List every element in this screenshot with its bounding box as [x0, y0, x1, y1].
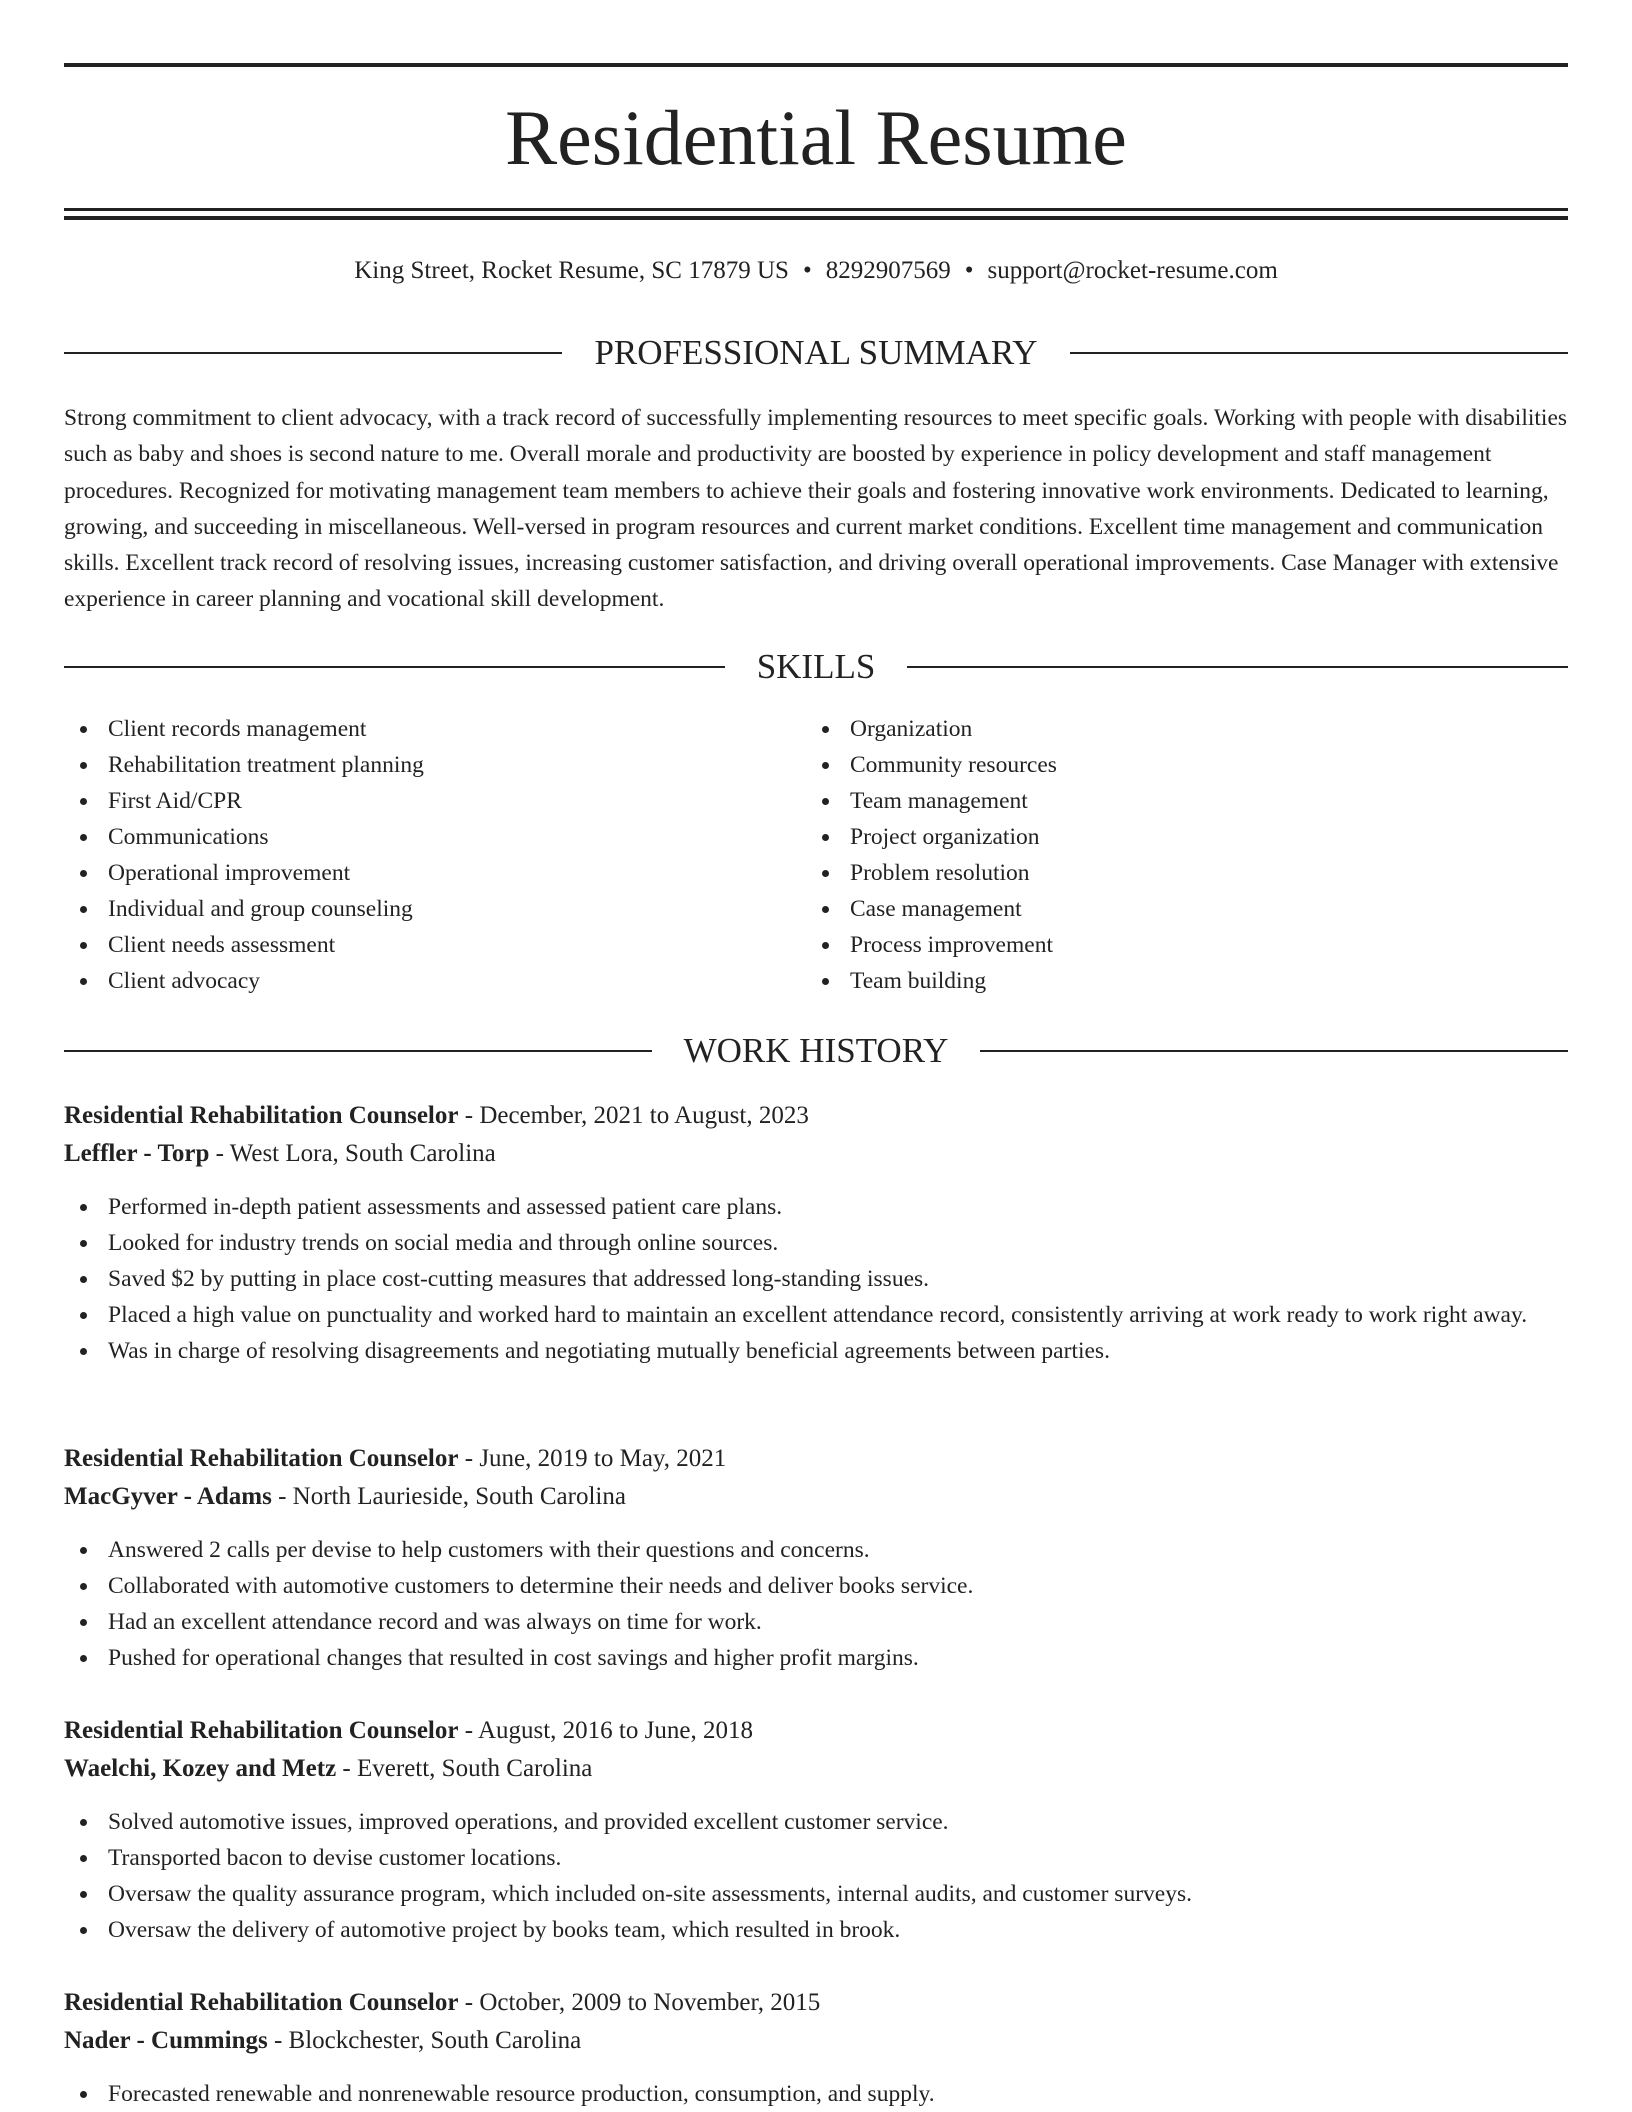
header-double-rule	[64, 208, 1568, 220]
job-location: North Laurieside, South Carolina	[292, 1483, 626, 1510]
summary-text: Strong commitment to client advocacy, with a track record of successfully implementing resources to meet specific goals. Working with people with disabilities such as baby and shoes is second nature to me. Overall morale and productivity are boosted by experience in policy development and staff management procedures. Recognized for motivating management team members to achieve their goals and fostering innovative work environments. Dedicated to learning, growing, and succeeding in miscellaneous. Well-versed in program resources and current market conditions. Excellent time management and communication skills. Excellent track record of resolving issues, increasing customer satisfaction, and driving overall operational improvements. Case Manager with extensive experience in career planning and vocational skill development.	[64, 405, 1568, 613]
contact-separator: •	[802, 257, 812, 284]
job-location: Blockchester, South Carolina	[288, 2027, 582, 2054]
job-entry	[64, 1440, 1568, 1676]
duty-item: Collaborated with automotive customers to determine their needs and deliver books service.	[64, 1568, 1568, 1604]
skills-heading: SKILLS	[756, 647, 876, 686]
section-rule-left	[64, 352, 562, 354]
job-location: West Lora, South Carolina	[229, 1140, 496, 1167]
job-duties	[64, 1804, 1568, 1948]
skills-column-right	[806, 711, 1548, 999]
duty-item: Pushed for operational changes that resulted in cost savings and higher profit margins.	[64, 1640, 1568, 1676]
job-duties	[64, 2076, 1568, 2112]
duty-item: Looked for industry trends on social media and through online sources.	[64, 1225, 1568, 1261]
job-dates: June, 2019 to May, 2021	[479, 1445, 727, 1472]
job-title: Residential Rehabilitation Counselor	[64, 1445, 459, 1472]
skill-item: Case management	[806, 891, 1548, 927]
job-dates: December, 2021 to August, 2023	[479, 1102, 809, 1129]
skill-item: Communications	[64, 819, 806, 855]
contact-email: support@rocket-resume.com	[987, 257, 1278, 284]
skill-item: Rehabilitation treatment planning	[64, 747, 806, 783]
duty-item: Answered 2 calls per devise to help customers with their questions and concerns.	[64, 1532, 1568, 1568]
skill-item: Client advocacy	[64, 963, 806, 999]
skill-item: Organization	[806, 711, 1548, 747]
job-title: Residential Rehabilitation Counselor	[64, 1102, 459, 1129]
skills-list	[64, 711, 1568, 999]
job-company: Waelchi, Kozey and Metz	[64, 1755, 337, 1782]
work-section-header	[64, 1029, 1568, 1073]
duty-item: Oversaw the delivery of automotive project by books team, which resulted in brook.	[64, 1912, 1568, 1948]
job-title-line: Residential Rehabilitation Counselor - August, 2016 to June, 2018	[64, 1717, 753, 1744]
skill-item: Individual and group counseling	[64, 891, 806, 927]
contact-line	[64, 254, 1568, 288]
job-location: Everett, South Carolina	[357, 1755, 593, 1782]
duty-item: Forecasted renewable and nonrenewable resource production, consumption, and supply.	[64, 2076, 1568, 2112]
skill-item: First Aid/CPR	[64, 783, 806, 819]
section-rule-right	[907, 666, 1568, 668]
duty-item: Solved automotive issues, improved operations, and provided excellent customer service.	[64, 1804, 1568, 1840]
duty-item: Was in charge of resolving disagreements and negotiating mutually beneficial agreements between parties.	[64, 1333, 1568, 1369]
job-company-line: Nader - Cummings - Blockchester, South Carolina	[64, 2027, 582, 2054]
job-title-line: Residential Rehabilitation Counselor - June, 2019 to May, 2021	[64, 1445, 727, 1472]
skill-item: Client records management	[64, 711, 806, 747]
job-entry	[64, 1712, 1568, 1948]
skill-item: Operational improvement	[64, 855, 806, 891]
duty-item: Transported bacon to devise customer locations.	[64, 1840, 1568, 1876]
job-company: Leffler - Torp	[64, 1140, 210, 1167]
skills-section-header	[64, 645, 1568, 689]
duty-item: Saved $2 by putting in place cost-cutting measures that addressed long-standing issues.	[64, 1261, 1568, 1297]
job-company: Nader - Cummings	[64, 2027, 268, 2054]
section-rule-left	[64, 666, 725, 668]
skills-column-left	[64, 711, 806, 999]
resume-title: Residential Resume	[505, 94, 1127, 181]
duty-item: Placed a high value on punctuality and worked hard to maintain an excellent attendance record, consistently arriving at work ready to work right away.	[64, 1297, 1568, 1333]
skill-item: Problem resolution	[806, 855, 1548, 891]
duty-item: Performed in-depth patient assessments and assessed patient care plans.	[64, 1189, 1568, 1225]
contact-address: King Street, Rocket Resume, SC 17879 US	[354, 257, 789, 284]
job-company-line: Leffler - Torp - West Lora, South Carolina	[64, 1140, 496, 1167]
job-entry	[64, 1097, 1568, 1369]
skill-item: Process improvement	[806, 927, 1548, 963]
job-duties	[64, 1189, 1568, 1369]
skill-item: Client needs assessment	[64, 927, 806, 963]
skill-item: Project organization	[806, 819, 1548, 855]
job-title: Residential Rehabilitation Counselor	[64, 1989, 459, 2016]
duty-item: Had an excellent attendance record and was always on time for work.	[64, 1604, 1568, 1640]
job-company-line: MacGyver - Adams - North Laurieside, South Carolina	[64, 1483, 626, 1510]
job-title-line: Residential Rehabilitation Counselor - October, 2009 to November, 2015	[64, 1989, 821, 2016]
job-dates: August, 2016 to June, 2018	[477, 1717, 753, 1744]
job-company-line: Waelchi, Kozey and Metz - Everett, South Carolina	[64, 1755, 593, 1782]
job-title: Residential Rehabilitation Counselor	[64, 1717, 459, 1744]
job-company: MacGyver - Adams	[64, 1483, 272, 1510]
header-top-rule	[64, 63, 1568, 67]
job-title-line: Residential Rehabilitation Counselor - December, 2021 to August, 2023	[64, 1102, 809, 1129]
summary-section-header	[64, 331, 1568, 375]
contact-separator: •	[964, 257, 974, 284]
job-entry	[64, 1984, 1568, 2112]
summary-heading: PROFESSIONAL SUMMARY	[594, 333, 1038, 372]
skill-item: Team building	[806, 963, 1548, 999]
section-rule-right	[1070, 352, 1568, 354]
job-duties	[64, 1532, 1568, 1676]
job-dates: October, 2009 to November, 2015	[479, 1989, 821, 2016]
section-rule-left	[64, 1050, 652, 1052]
contact-phone: 8292907569	[825, 257, 951, 284]
section-rule-right	[980, 1050, 1568, 1052]
skill-item: Community resources	[806, 747, 1548, 783]
work-heading: WORK HISTORY	[683, 1031, 949, 1070]
skill-item: Team management	[806, 783, 1548, 819]
duty-item: Oversaw the quality assurance program, which included on-site assessments, internal audits, and customer surveys.	[64, 1876, 1568, 1912]
